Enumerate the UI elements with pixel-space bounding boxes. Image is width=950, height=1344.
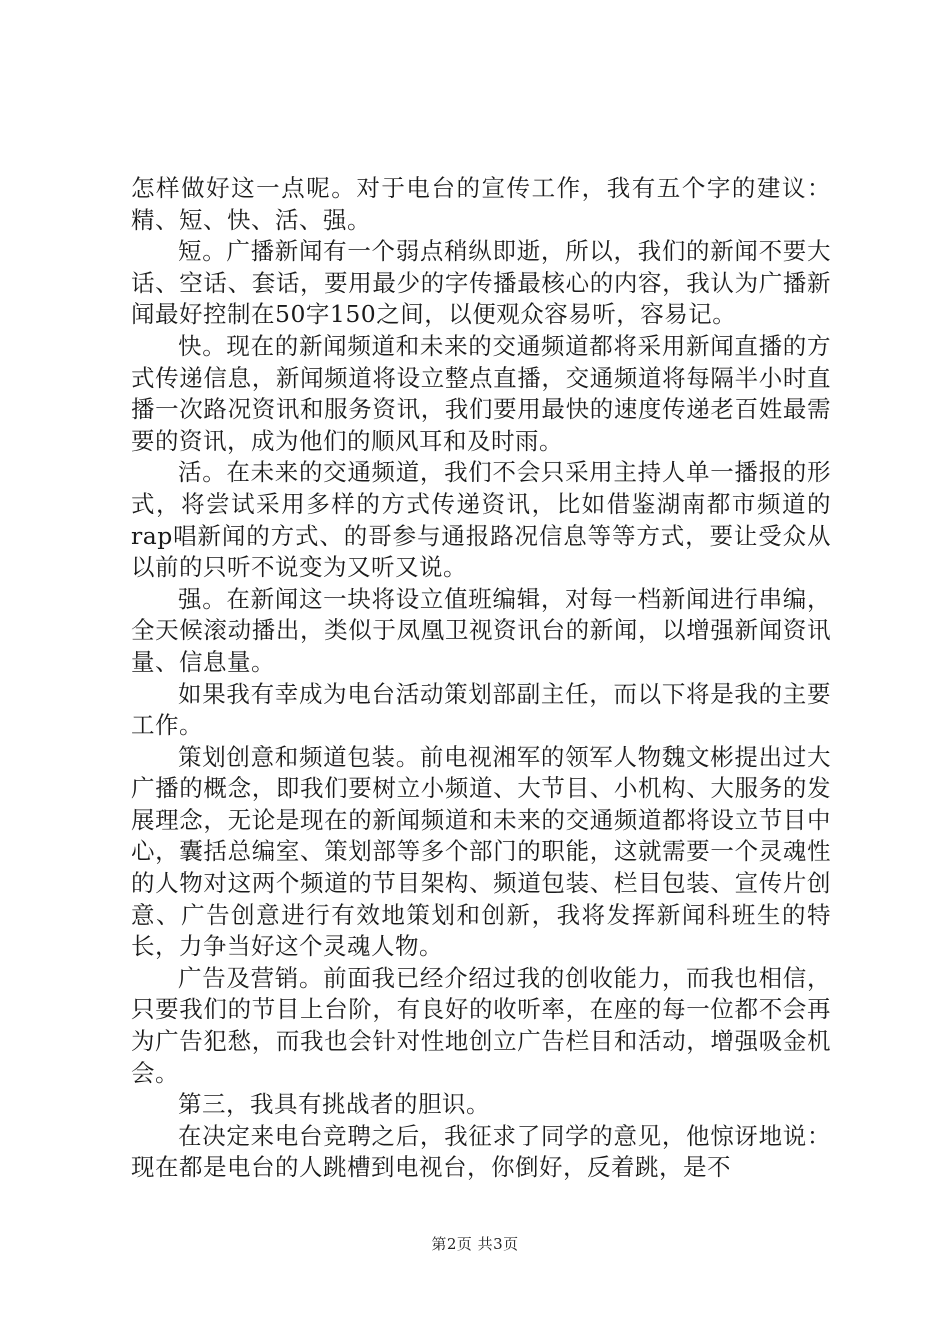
document-body [131, 173, 831, 1184]
paragraph: 策划创意和频道包装。前电视湘军的领军人物魏文彬提出过大广播的概念，即我们要树立小频道、大节目、小机构、大服务的发展理念，无论是现在的新闻频道和未来的交通频道都将设立节目中心，囊括总编室、策划部等多个部门的职能，这就需要一个灵魂性的人物对这两个频道的节目架构、频道包装、栏目包装、宣传片创意、广告创意进行有效地策划和创新，我将发挥新闻科班生的特长，力争当好这个灵魂人物。 [131, 742, 831, 961]
page-number: 第2页 共3页 [431, 1235, 519, 1253]
paragraph: 强。在新闻这一块将设立值班编辑，对每一档新闻进行串编，全天候滚动播出，类似于凤凰卫视资讯台的新闻，以增强新闻资讯量、信息量。 [131, 584, 831, 676]
paragraph: 怎样做好这一点呢。对于电台的宣传工作，我有五个字的建议：精、短、快、活、强。 [131, 174, 831, 234]
paragraph: 短。广播新闻有一个弱点稍纵即逝，所以，我们的新闻不要大话、空话、套话，要用最少的字传播最核心的内容，我认为广播新闻最好控制在50字150之间，以便观众容易听，容易记。 [131, 237, 831, 329]
paragraph: 快。现在的新闻频道和未来的交通频道都将采用新闻直播的方式传递信息，新闻频道将设立整点直播，交通频道将每隔半小时直播一次路况资讯和服务资讯，我们要用最快的速度传递老百姓最需要的资讯，成为他们的顺风耳和及时雨。 [131, 331, 831, 455]
paragraph: 在决定来电台竞聘之后，我征求了同学的意见，他惊讶地说：现在都是电台的人跳槽到电视台，你倒好，反着跳，是不 [131, 1121, 831, 1182]
paragraph: 广告及营销。前面我已经介绍过我的创收能力，而我也相信，只要我们的节目上台阶，有良好的收听率，在座的每一位都不会再为广告犯愁，而我也会针对性地创立广告栏目和活动，增强吸金机会。 [131, 963, 831, 1087]
paragraph: 活。在未来的交通频道，我们不会只采用主持人单一播报的形式，将尝试采用多样的方式传递资讯，比如借鉴湖南都市频道的rap唱新闻的方式、的哥参与通报路况信息等等方式，要让受众从以前的只听不说变为又听又说。 [131, 458, 831, 582]
paragraph: 如果我有幸成为电台活动策划部副主任，而以下将是我的主要工作。 [131, 679, 831, 740]
paragraph: 第三，我具有挑战者的胆识。 [178, 1090, 490, 1119]
page-footer [0, 1233, 950, 1254]
